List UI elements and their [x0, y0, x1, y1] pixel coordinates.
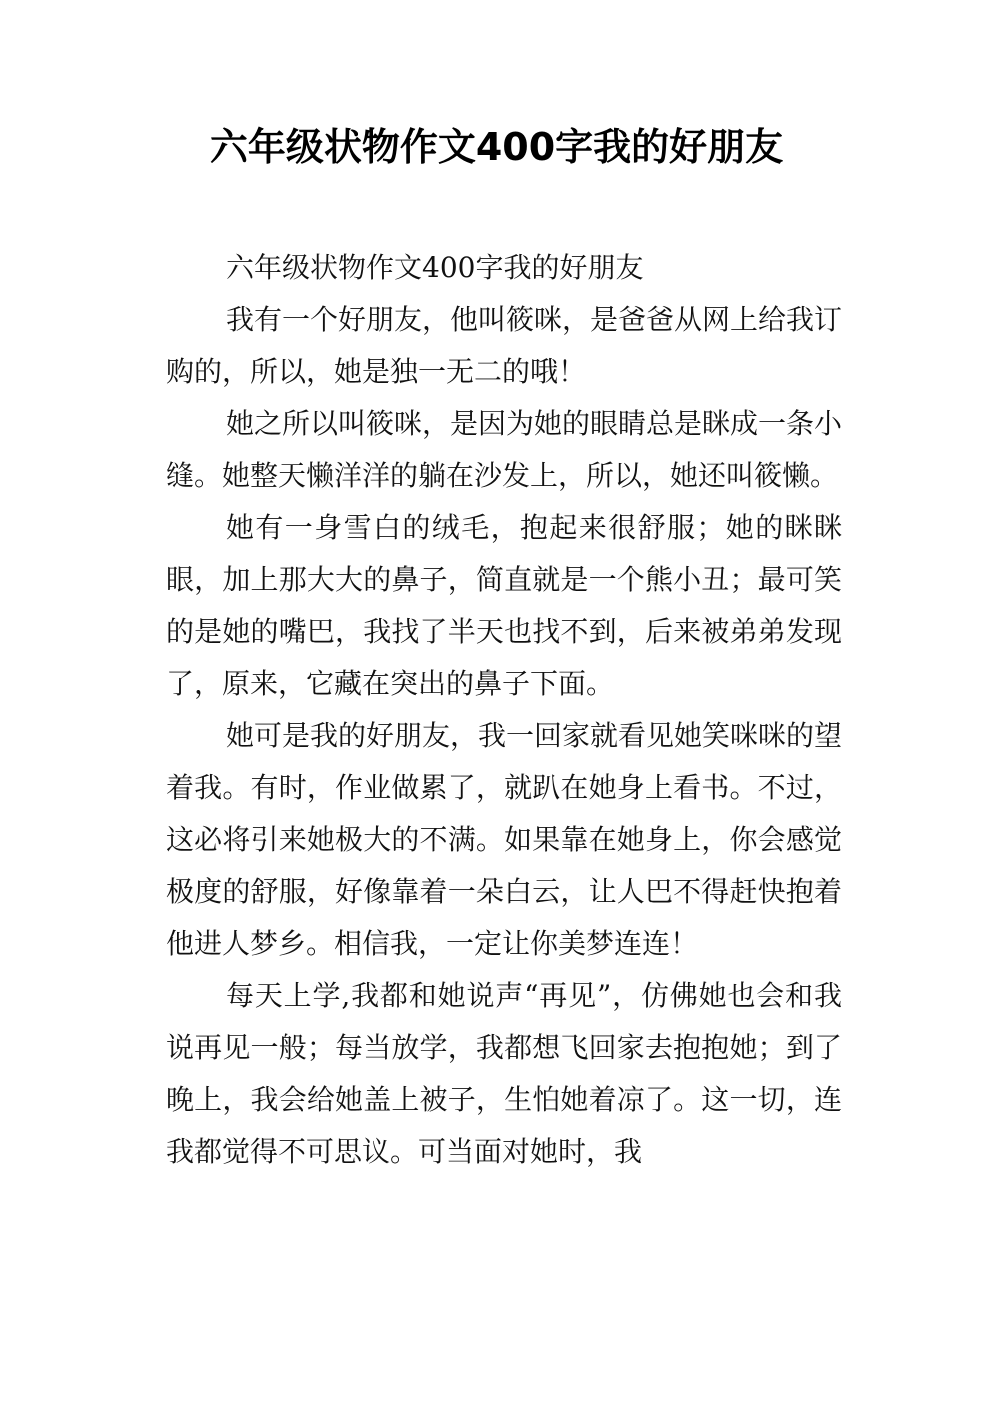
paragraph: 她可是我的好朋友，我一回家就看见她笑咪咪的望着我。有时，作业做累了，就趴在她身上看书。不过，这必将引来她极大的不满。如果靠在她身上，你会感觉极度的舒服，好像靠着一朵白云，让人巴不得赶快抱着他进人梦乡。相信我，一定让你美梦连连！: [166, 719, 843, 960]
paragraph: 她之所以叫筱咪，是因为她的眼睛总是眯成一条小缝。她整天懒洋洋的躺在沙发上，所以，她还叫筱懒。: [166, 407, 843, 492]
paragraph: 我有一个好朋友，他叫筱咪，是爸爸从网上给我订购的，所以，她是独一无二的哦！: [166, 303, 843, 388]
paragraph: 她有一身雪白的绒毛，抱起来很舒服；她的眯眯眼，加上那大大的鼻子，简直就是一个熊小丑；最可笑的是她的嘴巴，我找了半天也找不到，后来被弟弟发现了，原来，它藏在突出的鼻子下面。: [166, 511, 842, 700]
paragraph: 每天上学,我都和她说声“再见”，仿佛她也会和我说再见一般；每当放学，我都想飞回家去抱抱她；到了晚上，我会给她盖上被子，生怕她着凉了。这一切，连我都觉得不可思议。可当面对她时，我: [166, 979, 842, 1168]
document-title: 六年级状物作文400字我的好朋友: [209, 125, 784, 169]
document-body: [166, 242, 842, 1178]
paragraph-heading: 六年级状物作文400字我的好朋友: [226, 251, 644, 284]
